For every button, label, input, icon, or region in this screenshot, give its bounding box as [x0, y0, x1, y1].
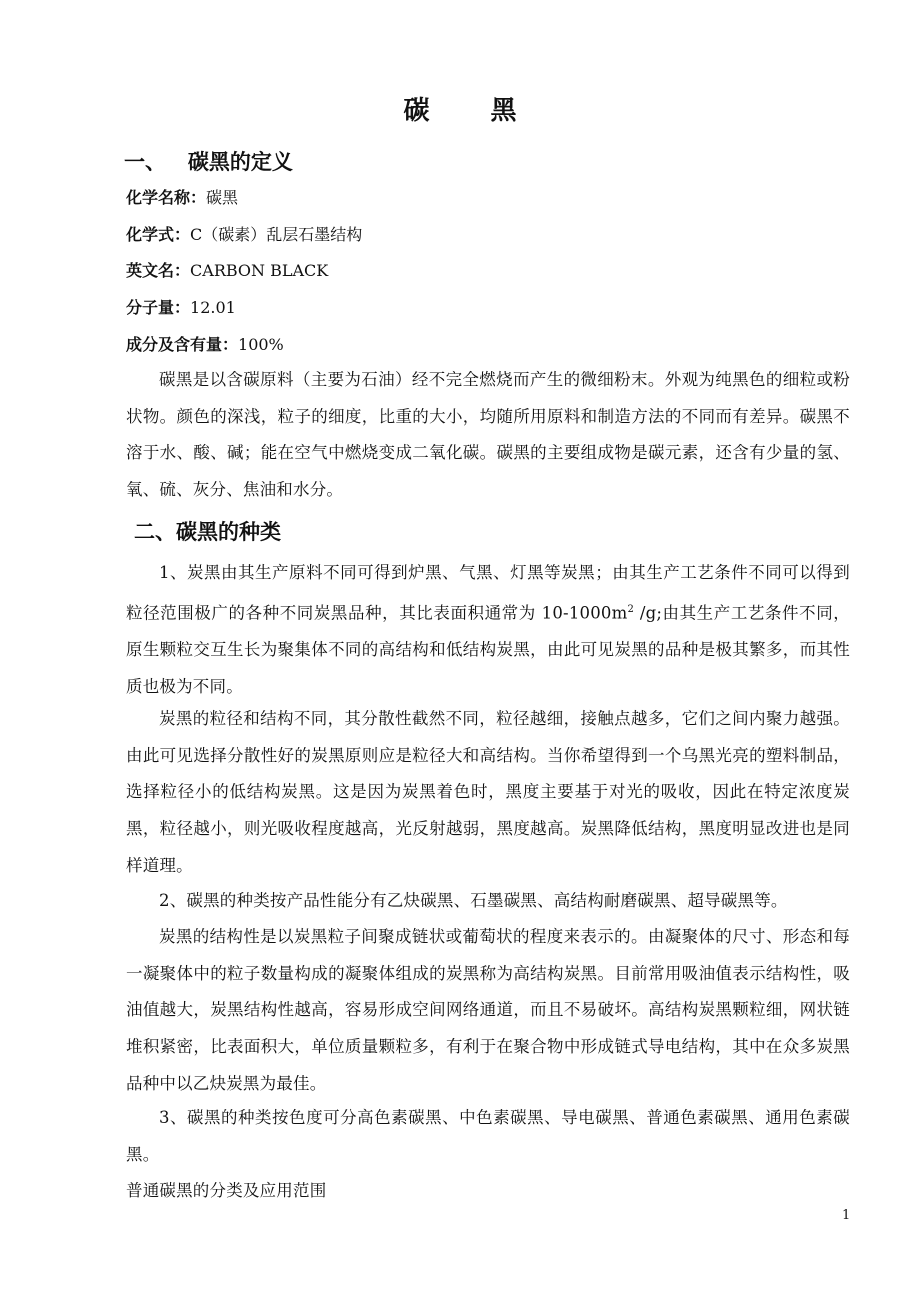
page-number: 1 [842, 1208, 851, 1223]
field-label: 分子量： [126, 298, 191, 317]
field-label: 成分及含有量： [126, 335, 239, 354]
paragraph-type-1 [126, 555, 850, 705]
section-heading-definition: 一、 碳黑的定义 [124, 150, 293, 174]
field-value: 12.01 [190, 298, 236, 317]
field-english-name [126, 259, 328, 283]
field-value: CARBON BLACK [190, 261, 329, 280]
paragraph-text: 1、炭黑由其生产原料不同可得到炉黑、气黑、灯黑等炭黑；由其生产工艺条件不同可以得到粒径范围极广的各种不同炭黑品种，其比表面积通常为 10-1000m [126, 563, 850, 623]
field-label: 英文名： [126, 261, 191, 280]
paragraph-particle-size: 炭黑的粒径和结构不同，其分散性截然不同，粒径越细，接触点越多，它们之间内聚力越强。由此可见选择分散性好的炭黑原则应是粒径大和高结构。当你希望得到一个乌黑光亮的塑料制品，选择粒径小的低结构炭黑。这是因为炭黑着色时，黑度主要基于对光的吸收，因此在特定浓度炭黑，粒径越小，则光吸收程度越高，光反射越弱，黑度越高。炭黑降低结构，黑度明显改进也是同样道理。 [126, 709, 850, 875]
field-value: 碳黑 [206, 188, 239, 207]
paragraph-classification: 普通碳黑的分类及应用范围 [126, 1181, 327, 1200]
paragraph-structure: 炭黑的结构性是以炭黑粒子间聚成链状或葡萄状的程度来表示的。由凝聚体的尺寸、形态和每一凝聚体中的粒子数量构成的凝聚体组成的炭黑称为高结构炭黑。目前常用吸油值表示结构性，吸油值越大，炭黑结构性越高，容易形成空间网络通道，而且不易破坏。高结构炭黑颗粒细，网状链堆积紧密，比表面积大，单位质量颗粒多，有利于在聚合物中形成链式导电结构，其中在众多炭黑品种中以乙炔炭黑为最佳。 [126, 927, 850, 1093]
paragraph-text: /g;由其生产工艺条件不同，原生颗粒交互生长为聚集体不同的高结构和低结构炭黑，由此可见炭黑的品种是极其繁多，而其性质也极为不同。 [126, 603, 850, 696]
section-heading-types: 二、碳黑的种类 [134, 520, 281, 544]
field-value: C（碳素）乱层石墨结构 [190, 225, 363, 244]
paragraph-type-2: 2、碳黑的种类按产品性能分有乙炔碳黑、石墨碳黑、高结构耐磨碳黑、超导碳黑等。 [159, 891, 788, 910]
field-label: 化学名称： [126, 188, 207, 207]
field-chemical-formula [126, 223, 362, 247]
paragraph-definition: 碳黑是以含碳原料（主要为石油）经不完全燃烧而产生的微细粉末。外观为纯黑色的细粒或粉状物。颜色的深浅，粒子的细度，比重的大小，均随所用原料和制造方法的不同而有差异。碳黑不溶于水、酸、碱；能在空气中燃烧变成二氧化碳。碳黑的主要组成物是碳元素，还含有少量的氢、氧、硫、灰分、焦油和水分。 [126, 370, 850, 500]
field-molecular-weight [126, 296, 236, 320]
field-composition [126, 333, 284, 357]
superscript: 2 [627, 603, 635, 615]
field-label: 化学式： [126, 225, 191, 244]
document-title: 碳 黑 [403, 96, 543, 126]
paragraph-type-3: 3、碳黑的种类按色度可分高色素碳黑、中色素碳黑、导电碳黑、普通色素碳黑、通用色素碳黑。 [126, 1108, 850, 1164]
field-value: 100% [238, 335, 284, 354]
field-chemical-name [126, 186, 238, 210]
